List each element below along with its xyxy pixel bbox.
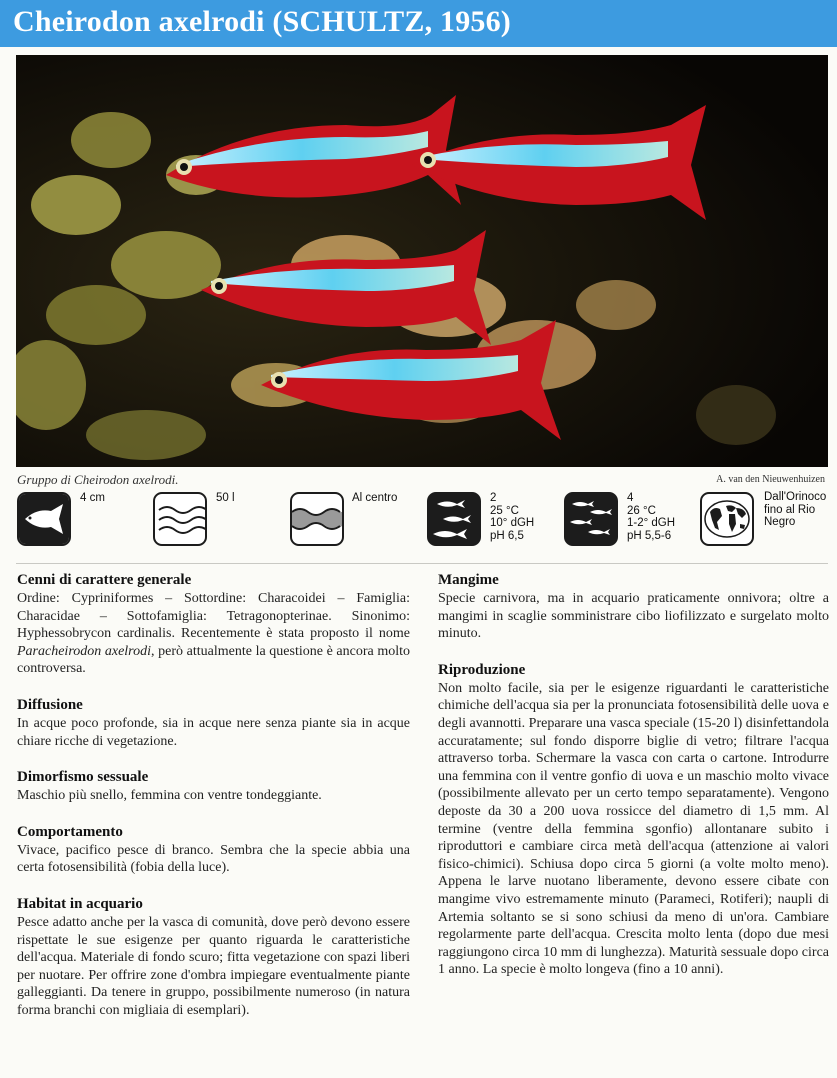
habitat-text: Pesce adatto anche per la vasca di comunità, dove però devono essere rispettate le sue esigenze per quanto riguarda le caratteristiche dell'acqua. Materiale di fondo scuro; fitta vegetazione con spazi liberi per nuotare. Per offrire zone d'ombra impiegare eventualmente piante galleggianti. Da tenere in gruppo, possibilmente numeroso (in natura forma branchi con migliaia di esemplari). (17, 914, 410, 1018)
dimorfismo-heading: Dimorfismo sessuale (17, 769, 149, 786)
right-column (438, 571, 829, 997)
photo-credit: A. van den Nieuwenhuizen (716, 474, 825, 485)
temperature-value: 25 °C (490, 504, 519, 517)
riproduzione-text: Non molto facile, sia per le esigenze riguardanti le caratteristiche chimiche dell'acqua sia per la pronunciata fotosensibilità delle uova e degli avannotti. Preparare una vasca speciale (15-20 l) disinfettandola accuratamente; sul fondo disporre biglie di vetro; filtrare l'acqua attraverso torba. Schermare la vasca con carta o cartone. Introdurre una femmina con il ventre gonfio di uova e un maschio molto vivace (possibilmente allevato per un certo tempo separatamente). Vengono deposte da 30 a 200 uova rossicce del diametro di 1,5 mm. Al termine (ventre della femmina sgonfio) allontanare subito i riproduttori e cambiare circa metà dell'acqua (attenzione ai valori fisico-chimici). Schiusa dopo circa 5 giorni (a volte molto meno). Appena le larve nuotano liberamente, devono essere cibate con mangime vivo estremamente minuto (Parameci, Rotiferi); naupli di Artemia soltanto se si sono schiusi da meno di un'ora. Cambiare regolarmente parte dell'acqua. Crescita molto lenta (dopo due mesi raggiungono circa 10 mm di lunghezza). Maturità sessuale dopo circa 1 anno. La specie è molto longeva (fino a 10 anni). (438, 680, 829, 978)
diffusione-heading: Diffusione (17, 696, 83, 713)
section-cenni (17, 571, 410, 678)
cenni-heading: Cenni di carattere generale (17, 572, 192, 588)
swim-zone-icon (290, 492, 344, 546)
origin-line-1: Dall'Orinoco (764, 491, 827, 503)
origin-values (764, 491, 826, 529)
breeding-level-value: 4 (627, 492, 634, 504)
world-map-icon (700, 492, 754, 546)
care-level-value: 2 (490, 492, 497, 504)
breeding-ph-value: pH 5,5-6 (627, 529, 672, 542)
left-column (17, 571, 410, 1038)
comportamento-heading: Comportamento (17, 823, 123, 840)
origin-line-2: fino al Rio (764, 503, 816, 516)
section-dimorfismo (17, 768, 410, 805)
section-mangime (438, 571, 829, 643)
breeding-hardness-value: 1-2° dGH (627, 517, 676, 529)
care-level-icon (427, 492, 481, 546)
swim-zone-label: Al centro (352, 492, 398, 504)
breeding-temperature-value: 26 °C (627, 504, 656, 517)
breeding-level-icon (564, 492, 618, 546)
dimorfismo-text: Maschio più snello, femmina con ventre tondeggiante. (17, 788, 322, 804)
photo-caption: Gruppo di Cheirodon axelrodi. (17, 472, 179, 487)
care-values (490, 492, 534, 542)
cenni-text: Ordine: Cypriniformes – Sottordine: Characoidei – Famiglia: Characidae – Sottofamiglia: Tetragonopterinae. Sinonimo: Hyphessobrycon cardinalis. Recentemente è stata proposto il nome Paracheirodon axelrodi, però attualmente la questione è ancora molto controversa. (17, 591, 411, 677)
habitat-heading: Habitat in acquario (17, 895, 143, 912)
tank-volume-icon (153, 492, 207, 546)
ph-value: pH 6,5 (490, 529, 524, 542)
comportamento-text: Vivace, pacifico pesce di branco. Sembra che la specie abbia una certa fotosensibilità (fobia della luce). (17, 842, 410, 876)
title-banner (0, 0, 837, 47)
section-comportamento (17, 823, 410, 877)
fish-photo (16, 55, 828, 467)
section-diffusione (17, 696, 410, 750)
hardness-value: 10° dGH (490, 517, 535, 529)
page-title: Cheirodon axelrodi (SCHULTZ, 1956) (13, 5, 511, 38)
section-divider (16, 563, 828, 564)
fish-size-label: 4 cm (80, 492, 105, 504)
cenni-italic-name: Paracheirodon axelrodi (17, 643, 152, 659)
fish-size-icon (17, 492, 71, 546)
riproduzione-heading: Riproduzione (438, 661, 526, 678)
origin-line-3: Negro (764, 516, 796, 528)
section-riproduzione (438, 661, 829, 979)
breeding-values (627, 492, 675, 542)
section-habitat (17, 895, 410, 1020)
diffusione-text: In acque poco profonde, sia in acque nere senza piante sia in acque chiare ricche di vegetazione. (17, 715, 410, 749)
mangime-heading: Mangime (438, 572, 499, 588)
fish-illustration (16, 55, 828, 467)
mangime-text: Specie carnivora, ma in acquario praticamente onnivora; oltre a mangimi in scaglie somministrare cibo liofilizzato e surgelato molto minuto. (438, 591, 829, 642)
tank-volume-label: 50 l (216, 492, 235, 504)
